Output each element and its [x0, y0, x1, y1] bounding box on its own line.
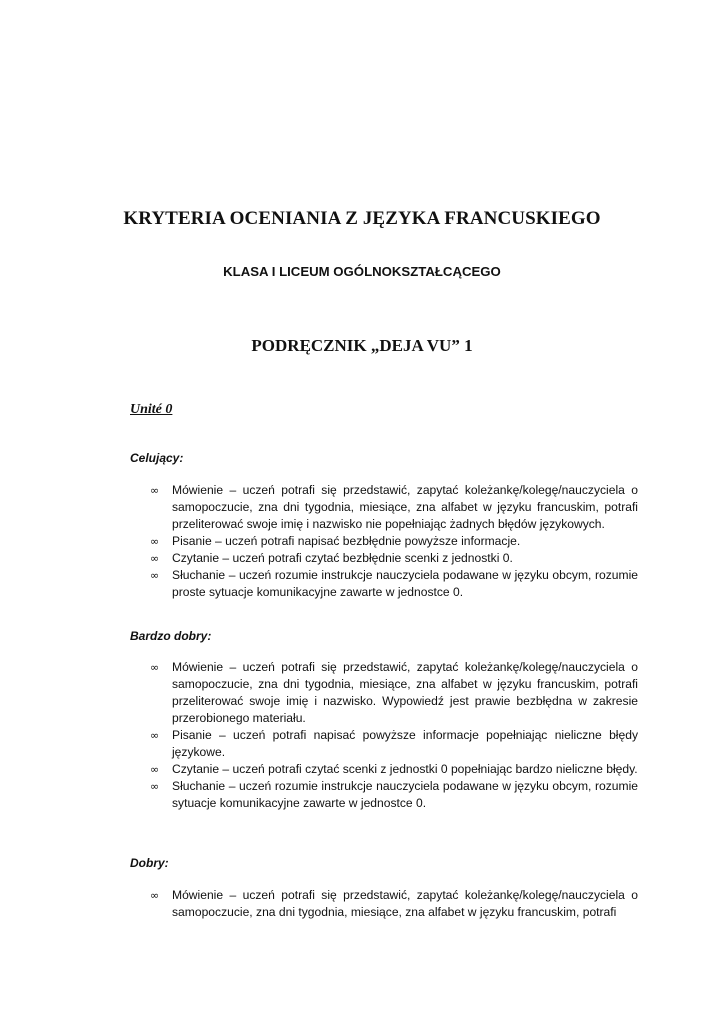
criteria-list-bardzo-dobry: [148, 659, 638, 812]
document-title: KRYTERIA OCENIANIA Z JĘZYKA FRANCUSKIEGO: [123, 208, 601, 229]
section-heading-bardzo-dobry: Bardzo dobry:: [130, 629, 212, 643]
unit-heading: Unité 0: [130, 402, 173, 417]
criterion-speaking: Mówienie – uczeń potrafi się przedstawić, zapytać koleżankę/kolegę/nauczyciela o samopoczucie, zna dni tygodnia, miesiące, zna alfabet w języku francuskim, potrafi: [172, 888, 638, 919]
infinity-bullet-icon: ∞: [150, 552, 160, 565]
infinity-bullet-icon: ∞: [150, 569, 160, 582]
criterion-speaking: Mówienie – uczeń potrafi się przedstawić, zapytać koleżankę/kolegę/nauczyciela o samopoczucie, zna dni tygodnia, miesiące, zna alfabet w języku francuskim, potrafi przeliterować swoje imię i nazwisko nie popełniając żadnych błędów językowych.: [172, 483, 638, 531]
class-subtitle: KLASA I LICEUM OGÓLNOKSZTAŁCĄCEGO: [223, 264, 501, 279]
infinity-bullet-icon: ∞: [150, 729, 160, 742]
list-item: [148, 659, 638, 727]
list-item: [148, 778, 638, 812]
section-heading-celujacy: Celujący:: [130, 451, 184, 465]
list-item: [148, 550, 638, 567]
textbook-title: PODRĘCZNIK „DEJA VU” 1: [251, 336, 473, 355]
criteria-list-dobry: [148, 887, 638, 921]
list-item: [148, 727, 638, 761]
criteria-list-celujacy: [148, 482, 638, 601]
criterion-listening: Słuchanie – uczeń rozumie instrukcje nauczyciela podawane w języku obcym, rozumie sytuacje komunikacyjne zawarte w jednostce 0.: [172, 779, 638, 810]
infinity-bullet-icon: ∞: [150, 889, 160, 902]
infinity-bullet-icon: ∞: [150, 484, 160, 497]
criterion-reading: Czytanie – uczeń potrafi czytać scenki z jednostki 0 popełniając bardzo nieliczne błędy.: [172, 762, 638, 776]
list-item: [148, 567, 638, 601]
list-item: [148, 887, 638, 921]
criterion-writing: Pisanie – uczeń potrafi napisać bezbłędnie powyższe informacje.: [172, 534, 521, 548]
list-item: [148, 761, 638, 778]
infinity-bullet-icon: ∞: [150, 661, 160, 674]
section-heading-dobry: Dobry:: [130, 856, 169, 870]
criterion-listening: Słuchanie – uczeń rozumie instrukcje nauczyciela podawane w języku obcym, rozumie proste sytuacje komunikacyjne zawarte w jednostce 0.: [172, 568, 638, 599]
list-item: [148, 482, 638, 533]
criterion-writing: Pisanie – uczeń potrafi napisać powyższe informacje popełniając nieliczne błędy językowe.: [172, 728, 638, 759]
list-item: [148, 533, 638, 550]
infinity-bullet-icon: ∞: [150, 763, 160, 776]
criterion-speaking: Mówienie – uczeń potrafi się przedstawić, zapytać koleżankę/kolegę/nauczyciela o samopoczucie, zna dni tygodnia, miesiące, zna alfabet w języku francuskim, potrafi przeliterować swoje imię i nazwisko. Wypowiedź jest prawie bezbłędna w zakresie przerobionego materiału.: [172, 660, 638, 725]
infinity-bullet-icon: ∞: [150, 780, 160, 793]
infinity-bullet-icon: ∞: [150, 535, 160, 548]
criterion-reading: Czytanie – uczeń potrafi czytać bezbłędnie scenki z jednostki 0.: [172, 551, 513, 565]
